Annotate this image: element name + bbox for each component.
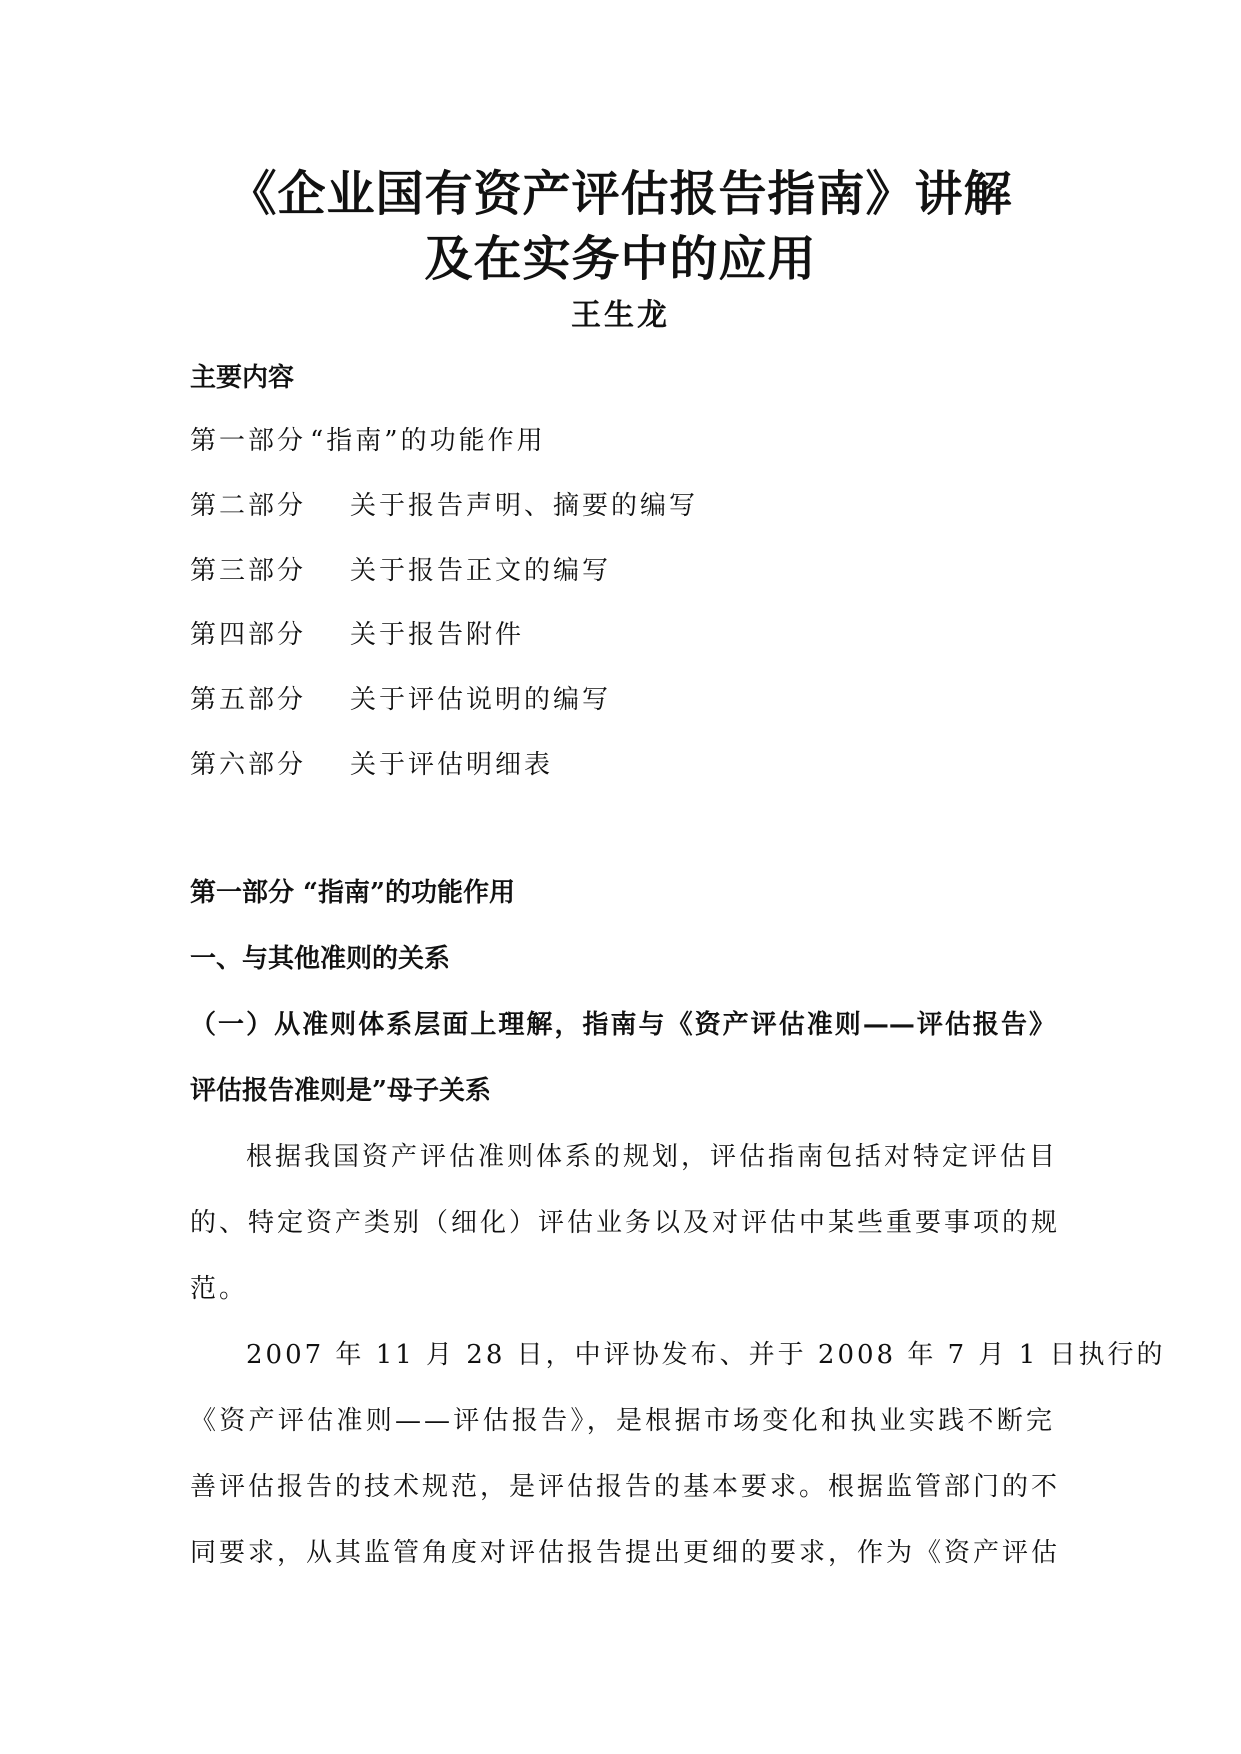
author-name: 王生龙 [571, 298, 670, 333]
subsubsection-heading-line-1: （一）从准则体系层面上理解，指南与《资产评估准则——评估报告》 [190, 1010, 1055, 1040]
toc-part-title: 关于报告附件 [350, 620, 525, 650]
toc-item [190, 744, 1055, 781]
subsection-heading: 一、与其他准则的关系 [190, 944, 451, 974]
toc-part-title: 关于评估说明的编写 [350, 685, 612, 715]
paragraph-line: 范。 [190, 1274, 249, 1304]
toc-item [190, 679, 1055, 716]
toc-part-label: 第六部分 [190, 750, 307, 780]
paragraph-line: 的、特定资产类别（细化）评估业务以及对评估中某些重要事项的规 [190, 1208, 1061, 1238]
toc-part-label: 第二部分 [190, 491, 307, 521]
toc-part-title: 关于报告声明、摘要的编写 [350, 491, 699, 521]
toc-part-label: 第五部分 [190, 685, 307, 715]
paragraph-line: 根据我国资产评估准则体系的规划，评估指南包括对特定评估目 [246, 1142, 1059, 1172]
toc-part-label: 第四部分 [190, 620, 307, 650]
contents-heading: 主要内容 [190, 363, 295, 393]
paragraph-line: 2007 年 11 月 28 日，中评协发布、并于 2008 年 7 月 1 日执行的 [246, 1340, 1166, 1370]
toc-part-title: 关于评估明细表 [350, 750, 554, 780]
paragraph-line: 同要求，从其监管角度对评估报告提出更细的要求，作为《资产评估 [190, 1538, 1061, 1568]
toc-part-title: 关于报告正文的编写 [350, 556, 612, 586]
toc-part-label: 第三部分 [190, 556, 307, 586]
toc-item [190, 550, 1055, 587]
document-title-line-2: 及在实务中的应用 [424, 231, 817, 287]
paragraph-line: 善评估报告的技术规范，是评估报告的基本要求。根据监管部门的不 [190, 1472, 1061, 1502]
toc-item [190, 614, 1055, 651]
paragraph-line: 《资产评估准则——评估报告》，是根据市场变化和执业实践不断完 [190, 1406, 1055, 1436]
toc-part-title: “指南”的功能作用 [310, 426, 546, 456]
section-heading: 第一部分 “指南”的功能作用 [190, 878, 515, 908]
subsubsection-heading-line-2: 评估报告准则是”母子关系 [190, 1076, 491, 1106]
toc-part-label: 第一部分 [190, 426, 307, 456]
toc-item [190, 420, 1055, 457]
document-title-line-1: 《企业国有资产评估报告指南》讲解 [228, 166, 1013, 222]
toc-item [190, 485, 1055, 522]
